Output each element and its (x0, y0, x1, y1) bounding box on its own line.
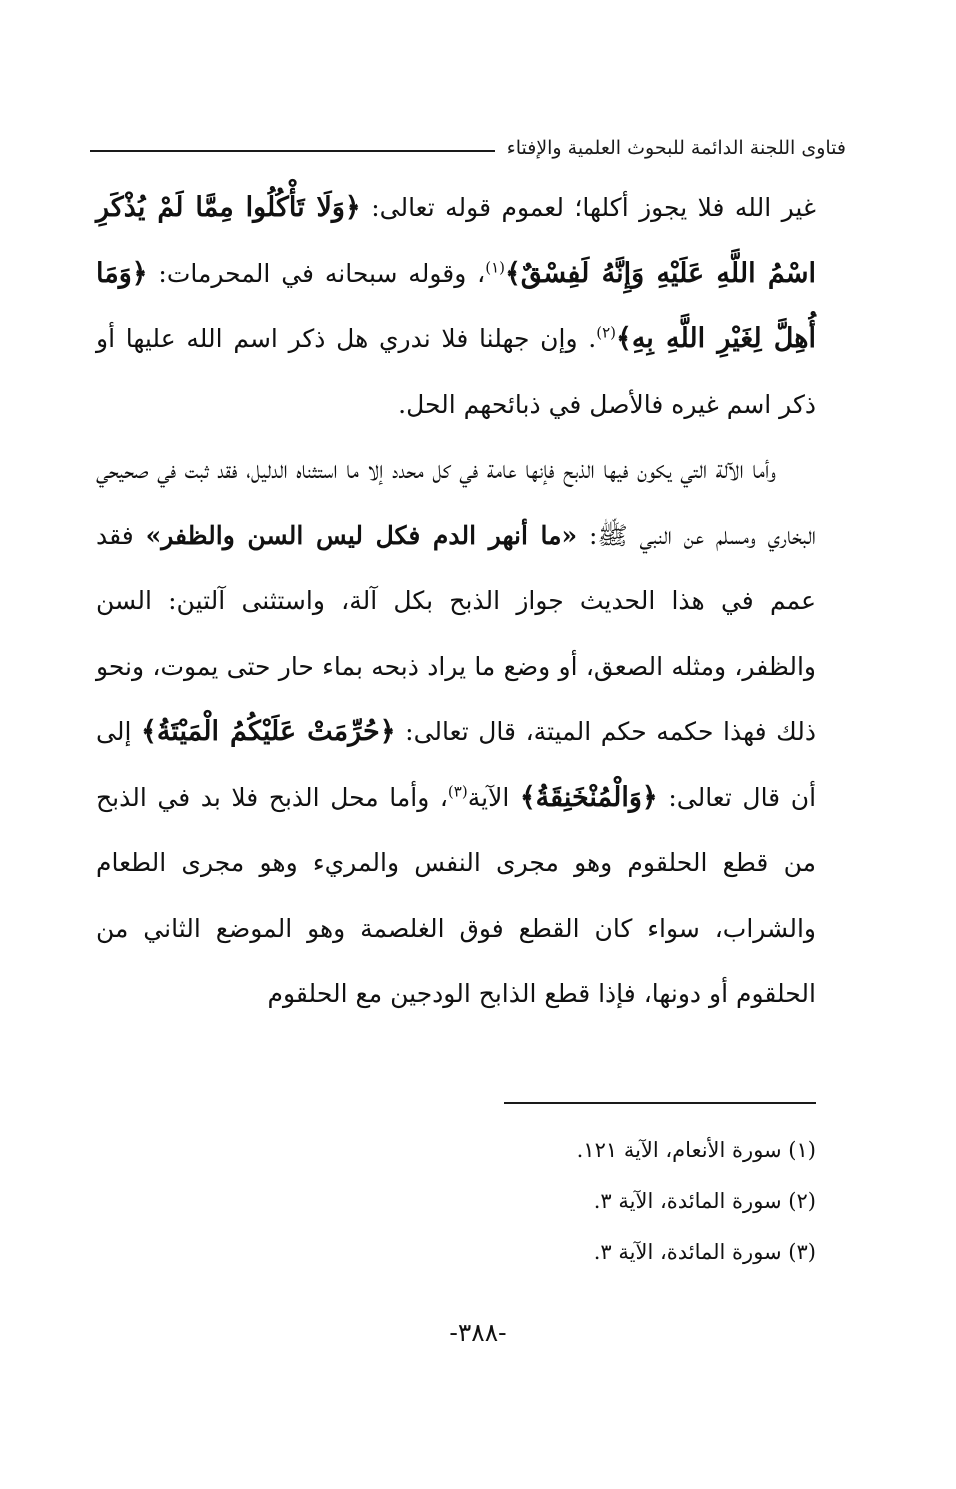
hadith-quote: «ما أنهر الدم فكل ليس السن والظفر» (145, 520, 578, 550)
quran-verse: ﴿حُرِّمَتْ عَلَيْكُمُ الْمَيْتَةُ﴾ (141, 716, 396, 747)
page-number: -٣٨٨- (449, 1318, 507, 1347)
footnote-3: (٣) سورة المائدة، الآية ٣. (593, 1240, 816, 1264)
footnote-separator (504, 1102, 816, 1104)
text-segment: وأما الآلة التي يكون فيها الذبح فإنها عامة في كل محدد إلا ما استثناه الدليل، فقد ثبت في صحيحي البخاري ومسلم عن النبي ﷺ: (96, 455, 816, 550)
main-text (96, 175, 816, 1027)
footnote-ref: (٣) (447, 782, 468, 801)
paragraph-1 (96, 175, 816, 437)
header-rule (90, 150, 495, 152)
footnote-1: (١) سورة الأنعام، الآية ١٢١. (576, 1138, 816, 1162)
text-segment: غير الله فلا يجوز أكلها؛ لعموم قوله تعالى: (360, 193, 816, 222)
paragraph-2 (96, 437, 816, 1027)
footnotes (316, 1125, 816, 1278)
text-segment: ، وقوله سبحانه في المحرمات: (147, 258, 486, 288)
text-segment: فقد عمم في هذا الحديث جواز الذبح بكل آلة، واستثنى آلتين: السن والظفر، ومثله الصعق، أو وضع ما يراد ذبحه بماء حار حتى يموت، ونحو ذلك فهذا حكمه حكم الميتة، قال تعالى: (96, 520, 816, 746)
text-segment: إلى أن قال تعالى: (96, 717, 817, 812)
quran-verse: ﴿وَالْمُنْخَنِقَةُ﴾ (519, 781, 658, 813)
quran-verse: ﴿وَلَا تَأْكُلُوا مِمَّا لَمْ يُذْكَرِ اسْمُ اللَّهِ عَلَيْهِ وَإِنَّهُ لَفِسْقٌ﴾ (96, 192, 816, 289)
running-header (90, 128, 846, 168)
text-segment: . وإن جهلنا فلا ندري هل ذكر اسم الله عليها أو ذكر اسم غيره فالأصل في ذبائحهم الحل. (96, 324, 816, 419)
footnote-ref: (١) (485, 258, 505, 277)
quran-verse: ﴿وَمَا أُهِلَّ لِغَيْرِ اللَّهِ بِهِ﴾ (96, 257, 816, 354)
footnote-ref: (٢) (596, 323, 617, 342)
text-segment: ، وأما محل الذبح فلا بد في الذبح من قطع الحلقوم وهو مجرى النفس والمريء وهو مجرى الطعام والشراب، سواء كان القطع فوق الغلصمة وهو الموضع الثاني من الحلقوم أو دونها، فإذا قطع الذابح الودجين مع الحلقوم (96, 782, 816, 1008)
header-title: فتاوى اللجنة الدائمة للبحوث العلمية والإفتاء (506, 137, 846, 159)
text-segment: الآية (467, 782, 520, 812)
footnote-2: (٢) سورة المائدة، الآية ٣. (593, 1189, 816, 1213)
